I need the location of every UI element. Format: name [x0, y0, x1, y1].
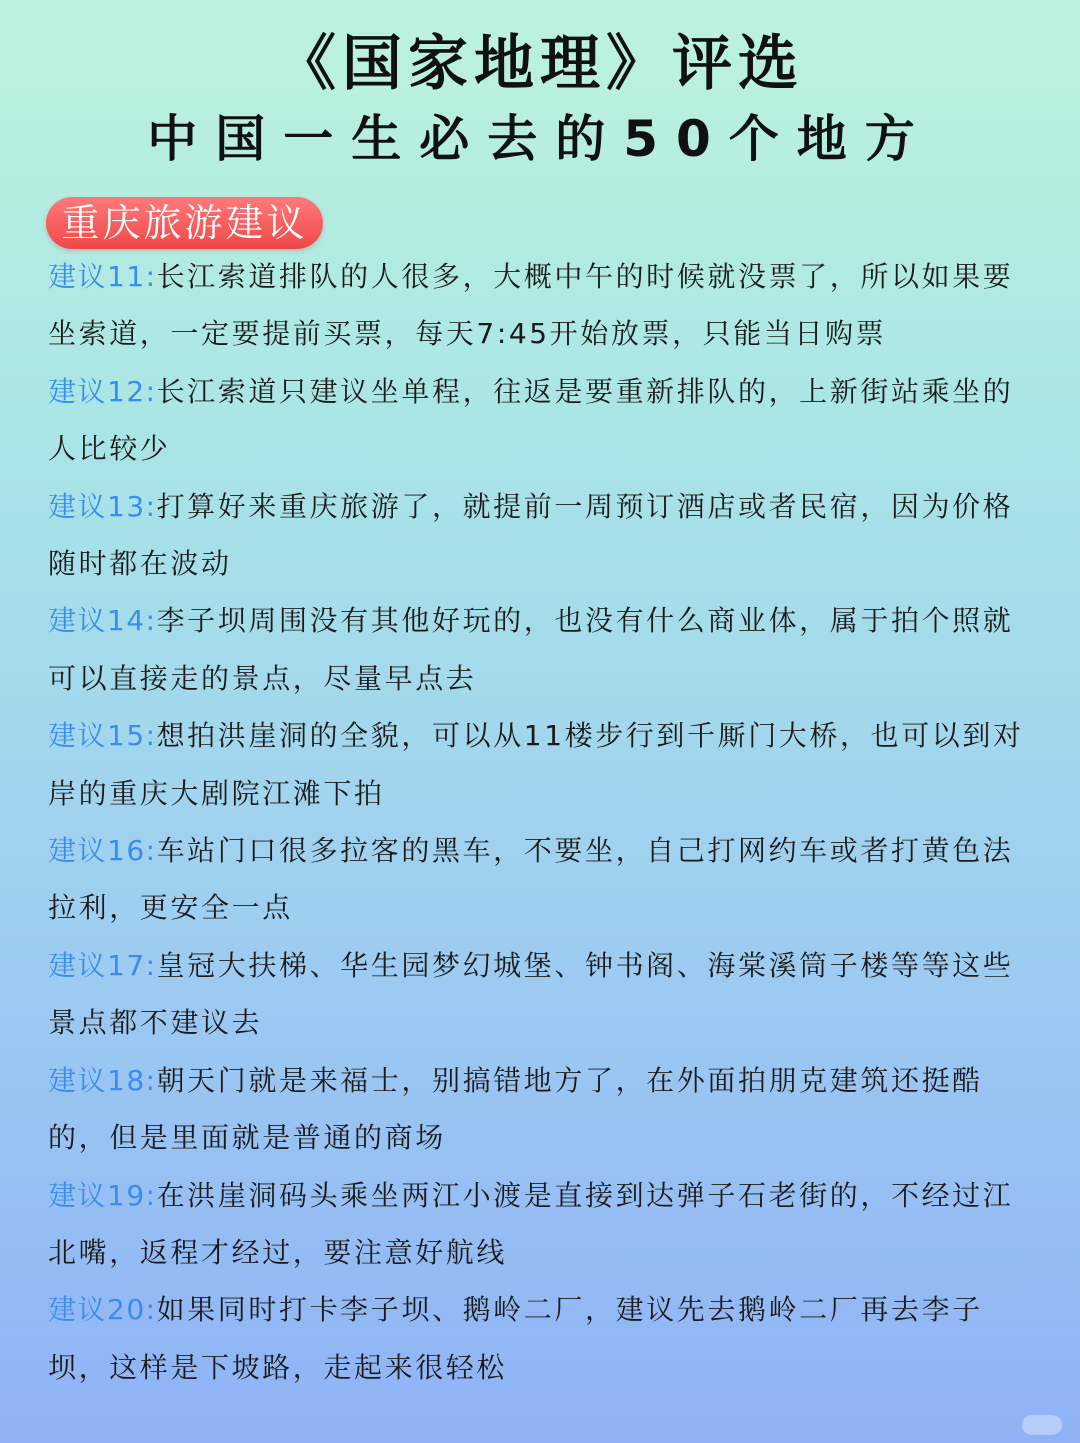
tip-label: 建议13:	[48, 489, 157, 523]
tip-label: 建议14:	[48, 604, 157, 638]
tip-label: 建议17:	[48, 948, 157, 982]
page-subtitle: 中国一生必去的50个地方	[147, 110, 933, 168]
tip-label: 建议15:	[48, 719, 157, 753]
tip-text: 李子坝周围没有其他好玩的，也没有什么商业体，属于拍个照就可以直接走的景点，尽量早点去	[48, 604, 1014, 695]
tip-text: 长江索道只建议坐单程，往返是要重新排队的，上新街站乘坐的人比较少	[48, 374, 1014, 466]
tip-text: 在洪崖洞码头乘坐两江小渡是直接到达弹子石老街的，不经过江北嘴，返程才经过，要注意好航线	[48, 1178, 1014, 1269]
tip-label: 建议19:	[48, 1178, 157, 1212]
watermark-icon	[1022, 1415, 1062, 1435]
tip-text: 车站门口很多拉客的黑车，不要坐，自己打网约车或者打黄色法拉利，更安全一点	[48, 834, 1014, 925]
tip-label: 建议16:	[48, 834, 157, 868]
tip-item	[48, 822, 1033, 937]
tips-list	[48, 248, 1033, 1396]
tip-item	[48, 1167, 1033, 1282]
tip-item	[48, 248, 1033, 363]
tip-item	[48, 707, 1033, 822]
tip-text: 长江索道排队的人很多，大概中午的时候就没票了，所以如果要坐索道，一定要提前买票，每天7:45开始放票，只能当日购票	[48, 260, 1014, 351]
page-title: 《国家地理》评选	[276, 29, 804, 99]
section-badge: 重庆旅游建议	[46, 197, 323, 249]
tip-label: 建议20:	[48, 1293, 157, 1327]
tip-label: 建议18:	[48, 1063, 157, 1097]
tip-item	[48, 592, 1033, 707]
tip-item	[48, 1281, 1033, 1396]
tip-text: 如果同时打卡李子坝、鹅岭二厂，建议先去鹅岭二厂再去李子坝，这样是下坡路，走起来很轻松	[48, 1293, 983, 1384]
tip-text: 皇冠大扶梯、华生园梦幻城堡、钟书阁、海棠溪筒子楼等等这些景点都不建议去	[48, 948, 1014, 1040]
tip-label: 建议12:	[48, 374, 157, 408]
tip-item	[48, 363, 1033, 478]
tip-text: 打算好来重庆旅游了，就提前一周预订酒店或者民宿，因为价格随时都在波动	[48, 489, 1014, 581]
tip-item	[48, 937, 1033, 1052]
tip-text: 想拍洪崖洞的全貌，可以从11楼步行到千厮门大桥，也可以到对岸的重庆大剧院江滩下拍	[48, 719, 1024, 810]
tip-text: 朝天门就是来福士，别搞错地方了，在外面拍朋克建筑还挺酷的，但是里面就是普通的商场	[48, 1063, 983, 1155]
tip-item	[48, 1052, 1033, 1167]
tip-label: 建议11:	[48, 260, 157, 293]
tip-item	[48, 478, 1033, 593]
